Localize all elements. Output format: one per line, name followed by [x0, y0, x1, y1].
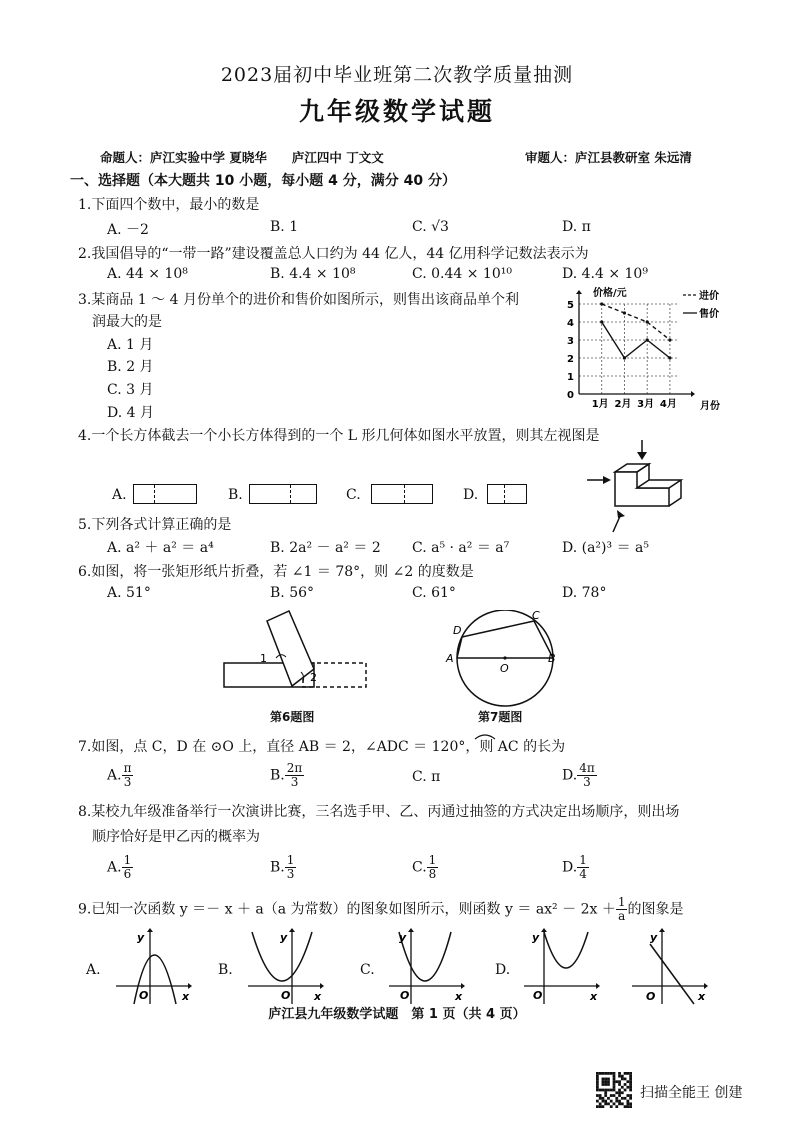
svg-text:O: O [139, 989, 149, 1002]
svg-text:O: O [400, 989, 410, 1002]
y-tick-label: 3 [567, 336, 574, 347]
q4-option-a: A. [112, 487, 127, 503]
svg-text:y: y [280, 931, 288, 944]
data-point [668, 338, 671, 341]
q7-option-b: B. $\frac{2\pi}{3}$ [270, 761, 303, 789]
q8-option-d: D. $\frac{1}{4}$ [562, 853, 587, 881]
q2-stem: 2.我国倡导的“一带一路”建设覆盖总人口约为 44 亿人，44 亿用科学记数法表示为 [78, 246, 589, 262]
arc-symbol [472, 732, 498, 740]
q8-stem-line2: 顺序恰好是甲乙丙的概率为 [92, 829, 260, 845]
q7-option-d: D. $\frac{4\pi}{3}$ [562, 761, 595, 789]
data-point [623, 356, 626, 359]
q6-stem: 6.如图，将一张矩形纸片折叠，若 ∠1 ＝ 78°，则 ∠2 的度数是 [78, 564, 474, 580]
q4-option-c-figure [371, 484, 433, 504]
q8-option-a: A. $\frac{1}{6}$ [107, 853, 132, 881]
q9-option-a: A. [86, 962, 101, 978]
exam-title: 2023届初中毕业班第二次教学质量抽测 [220, 64, 574, 86]
exam-subtitle: 九年级数学试题 [298, 97, 495, 126]
point-d-label: D [453, 624, 462, 637]
chart-series [600, 302, 671, 359]
q4-option-b-figure [249, 484, 317, 504]
q7-caption: 第7题图 [478, 710, 523, 724]
q6-option-b: B. 56° [270, 585, 315, 601]
chart-axes [576, 290, 695, 397]
q3-stem-line2: 润最大的是 [92, 314, 162, 330]
q9-option-c: C. [360, 962, 375, 978]
x-tick-label: 3月 [637, 399, 655, 410]
svg-text:x: x [314, 990, 322, 1003]
folded-paper-figure [215, 608, 375, 698]
svg-text:y: y [650, 931, 658, 944]
q5-option-b: B. 2a² － a² ＝ 2 [270, 540, 381, 556]
x-tick-label: 2月 [614, 399, 632, 410]
y-tick-label: 0 [567, 390, 574, 401]
q3-option-a: A. 1 月 [107, 337, 154, 353]
q9-stem: 9.已知一次函数 y ＝－ x ＋ a（a 为常数）的图象如图所示，则函数 y ＝ ax² － 2x ＋ $\frac{1}{a}$ 的图象是 [78, 895, 684, 923]
q9-option-d: D. [495, 962, 511, 978]
legend-cost-label: 进价 [699, 291, 719, 302]
chart-grid [579, 304, 679, 394]
svg-text:O: O [533, 989, 543, 1002]
x-tick-label: 4月 [659, 399, 677, 410]
q4-option-d-figure [487, 484, 527, 504]
svg-text:y: y [137, 931, 145, 944]
q3-option-c: C. 3 月 [107, 382, 154, 398]
q9-graph-d [520, 926, 600, 1006]
chart-ylabel: 价格/元 [593, 288, 627, 299]
q2-option-a: A. 44 × 10⁸ [107, 266, 188, 282]
q6-option-a: A. 51° [107, 585, 151, 601]
q8-option-b: B. $\frac{1}{3}$ [270, 853, 295, 881]
price-line-chart [555, 282, 730, 417]
q4-option-d: D. [463, 487, 479, 503]
svg-text:x: x [455, 990, 463, 1003]
y-tick-label: 2 [567, 354, 574, 365]
q7-option-c: C. π [412, 769, 441, 785]
q1-option-a: A. －2 [107, 222, 149, 238]
q5-option-d: D. (a²)³ ＝ a⁵ [562, 540, 649, 556]
q6-caption: 第6题图 [270, 710, 315, 724]
q1-option-b: B. 1 [270, 219, 299, 235]
l-shaped-solid-figure [585, 440, 695, 540]
point-o-label: O [500, 662, 509, 675]
y-axis-arrow [576, 290, 582, 294]
data-point [600, 320, 603, 323]
q9-graph-b [244, 926, 324, 1006]
authors-right: 审题人：庐江县教研室 朱远清 [525, 150, 692, 165]
point-b-label: B [548, 652, 556, 665]
q7-option-a: A. $\frac{\pi}{3}$ [107, 761, 132, 789]
data-point [646, 320, 649, 323]
q1-option-c: C. √3 [412, 219, 449, 235]
scanner-watermark: 扫描全能王 创建 [640, 1085, 743, 1101]
page-footer: 庐江县九年级数学试题 第 1 页（共 4 页） [268, 1007, 526, 1022]
q1-stem: 1.下面四个数中，最小的数是 [78, 197, 260, 213]
q4-stem: 4.一个长方体截去一个小长方体得到的一个 L 形几何体如图水平放置，则其左视图是 [78, 428, 600, 444]
q5-stem: 5.下列各式计算正确的是 [78, 517, 232, 533]
q9-option-b: B. [218, 962, 233, 978]
q4-option-a-figure [133, 484, 197, 504]
y-tick-label: 4 [567, 318, 574, 329]
q5-option-c: C. a⁵ · a² ＝ a⁷ [412, 540, 510, 556]
q2-option-b: B. 4.4 × 10⁸ [270, 266, 356, 282]
circle-figure [440, 610, 570, 715]
q7-stem: 7.如图，点 C，D 在 ⊙O 上，直径 AB ＝ 2，∠ADC ＝ 120°，则 AC 的长为 [78, 739, 566, 755]
point-a-label: A [446, 652, 454, 665]
q6-option-d: D. 78° [562, 585, 607, 601]
q5-option-a: A. a² ＋ a² ＝ a⁴ [107, 540, 214, 556]
angle-1-label: 1 [260, 652, 267, 665]
data-point [646, 338, 649, 341]
section-heading: 一、选择题（本大题共 10 小题，每小题 4 分，满分 40 分） [70, 173, 456, 189]
qr-code-icon [596, 1072, 632, 1108]
authors-left: 命题人：庐江实验中学 夏晓华 庐江四中 丁文文 [100, 150, 384, 165]
svg-text:y: y [399, 931, 407, 944]
data-point [668, 356, 671, 359]
svg-text:x: x [590, 990, 598, 1003]
q1-option-d: D. π [562, 219, 591, 235]
svg-text:x: x [698, 990, 706, 1003]
data-point [600, 302, 603, 305]
point-c-label: C [532, 610, 540, 622]
q9-linear-graph [628, 926, 708, 1006]
q4-option-c: C. [346, 487, 361, 503]
data-point [623, 311, 626, 314]
q2-option-c: C. 0.44 × 10¹⁰ [412, 266, 512, 282]
svg-text:x: x [182, 990, 190, 1003]
svg-text:O: O [281, 989, 291, 1002]
q6-option-c: C. 61° [412, 585, 456, 601]
angle-2-label: 2 [310, 671, 317, 684]
q9-graph-c [385, 926, 465, 1006]
svg-text:O: O [646, 990, 656, 1003]
q4-option-b: B. [228, 487, 243, 503]
legend-sale-label: 售价 [699, 309, 719, 320]
svg-text:y: y [532, 931, 540, 944]
q3-stem-line1: 3.某商品 1 ～ 4 月份单个的进价和售价如图所示，则售出该商品单个利 [78, 292, 519, 308]
q8-stem-line1: 8.某校九年级准备举行一次演讲比赛，三名选手甲、乙、丙通过抽签的方式决定出场顺序，则出场 [78, 804, 680, 820]
y-tick-label: 5 [567, 300, 574, 311]
q3-option-d: D. 4 月 [107, 405, 154, 421]
x-tick-label: 1月 [591, 399, 609, 410]
y-tick-label: 1 [567, 372, 574, 383]
x-axis-arrow [691, 391, 695, 397]
chart-xlabel: 月份 [700, 401, 720, 412]
q2-option-d: D. 4.4 × 10⁹ [562, 266, 648, 282]
q3-option-b: B. 2 月 [107, 359, 154, 375]
q8-option-c: C. $\frac{1}{8}$ [412, 853, 437, 881]
q9-graph-a [112, 926, 192, 1006]
